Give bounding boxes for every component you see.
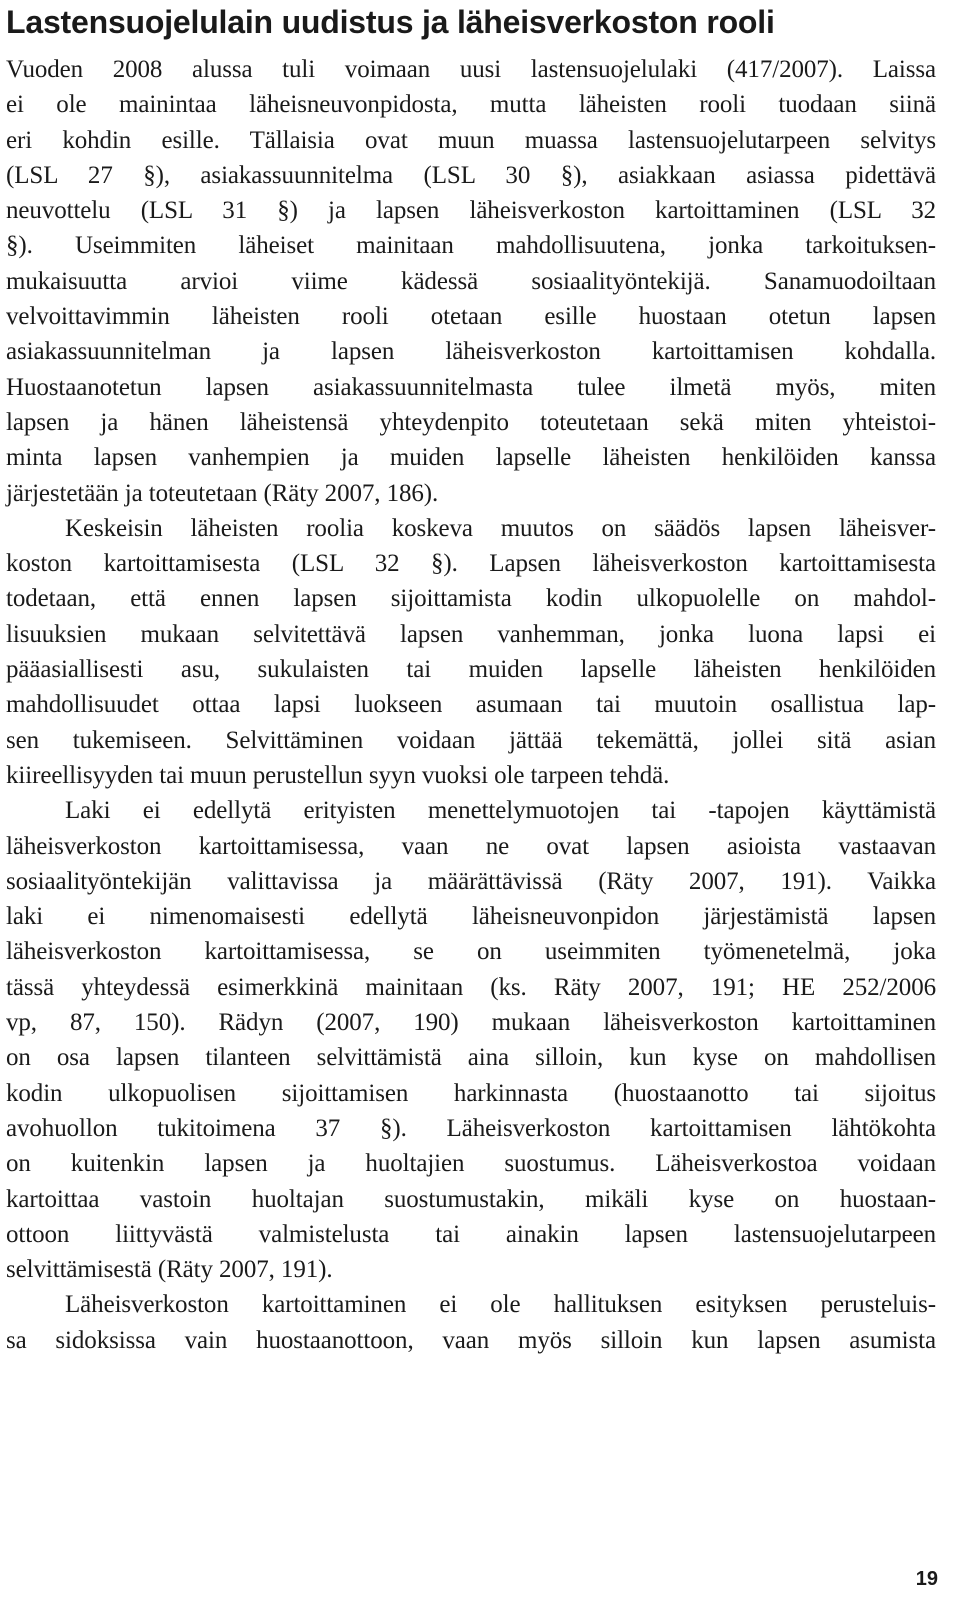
body-text <box>6 52 936 1358</box>
text-line: velvoittavimmin läheisten rooli otetaan esille huostaan otetun lapsen <box>6 303 936 331</box>
text-line: kiireellisyyden tai muun perustellun syyn vuoksi ole tarpeen tehdä. <box>6 761 670 789</box>
text-line: sen tukemiseen. Selvittäminen voidaan jättää tekemättä, jollei sitä asian <box>6 726 936 754</box>
text-line: pääasiallisesti asu, sukulaisten tai muiden lapselle läheisten henkilöiden <box>6 656 936 684</box>
paragraph <box>6 793 936 1287</box>
paragraph <box>6 511 936 793</box>
text-line: on osa lapsen tilanteen selvittämistä aina silloin, kun kyse on mahdollisen <box>6 1044 936 1072</box>
text-line: minta lapsen vanhempien ja muiden lapselle läheisten henkilöiden kanssa <box>6 444 936 472</box>
text-line: ei ole mainintaa läheisneuvonpidosta, mutta läheisten rooli tuodaan siinä <box>6 91 936 119</box>
text-line: kodin ulkopuolisen sijoittamisen harkinnasta (huostaanotto tai sijoitus <box>6 1079 936 1107</box>
text-line: mahdollisuudet ottaa lapsi luokseen asumaan tai muutoin osallistua lap- <box>6 691 936 719</box>
text-line: lisuuksien mukaan selvitettävä lapsen vanhemman, jonka luona lapsi ei <box>6 620 936 648</box>
text-line: on kuitenkin lapsen ja huoltajien suostumus. Läheisverkostoa voidaan <box>6 1150 936 1178</box>
text-line: läheisverkoston kartoittamisessa, vaan ne ovat lapsen asioista vastaavan <box>6 832 936 860</box>
text-line: sosiaalityöntekijän valittavissa ja määrättävissä (Räty 2007, 191). Vaikka <box>6 867 936 895</box>
text-line: laki ei nimenomaisesti edellytä läheisneuvonpidon järjestämistä lapsen <box>6 903 936 931</box>
text-line: tässä yhteydessä esimerkkinä mainitaan (ks. Räty 2007, 191; HE 252/2006 <box>6 973 936 1001</box>
text-line: ottoon liittyvästä valmistelusta tai ainakin lapsen lastensuojelutarpeen <box>6 1220 936 1248</box>
text-line: järjestetään ja toteutetaan (Räty 2007, 186). <box>6 479 439 507</box>
text-line: asiakassuunnitelman ja lapsen läheisverkoston kartoittamisen kohdalla. <box>6 338 936 366</box>
text-line: Laki ei edellytä erityisten menettelymuotojen tai -tapojen käyttämistä <box>65 797 936 825</box>
text-line: mukaisuutta arvioi viime kädessä sosiaalityöntekijä. Sanamuodoiltaan <box>6 267 936 295</box>
text-line: Läheisverkoston kartoittaminen ei ole hallituksen esityksen perusteluis- <box>65 1291 936 1319</box>
paragraph <box>6 52 936 511</box>
text-line: sa sidoksissa vain huostaanottoon, vaan myös silloin kun lapsen asumista <box>6 1326 936 1354</box>
text-line: todetaan, että ennen lapsen sijoittamista kodin ulkopuolelle on mahdol- <box>6 585 936 613</box>
page-number: 19 <box>915 1568 938 1590</box>
text-line: koston kartoittamisesta (LSL 32 §). Lapsen läheisverkoston kartoittamisesta <box>6 550 936 578</box>
text-line: vp, 87, 150). Rädyn (2007, 190) mukaan läheisverkoston kartoittaminen <box>6 1009 936 1037</box>
text-line: §). Useimmiten läheiset mainitaan mahdollisuutena, jonka tarkoituksen- <box>6 232 936 260</box>
text-line: selvittämisestä (Räty 2007, 191). <box>6 1256 333 1284</box>
paragraph <box>6 1287 936 1358</box>
text-line: kartoittaa vastoin huoltajan suostumustakin, mikäli kyse on huostaan- <box>6 1185 936 1213</box>
document-page <box>6 0 936 1358</box>
text-line: Huostaanotetun lapsen asiakassuunnitelmasta tulee ilmetä myös, miten <box>6 373 936 401</box>
section-heading: Lastensuojelulain uudistus ja läheisverkoston rooli <box>6 4 775 40</box>
text-line: neuvottelu (LSL 31 §) ja lapsen läheisverkoston kartoittaminen (LSL 32 <box>6 197 936 225</box>
text-line: läheisverkoston kartoittamisessa, se on useimmiten työmenetelmä, joka <box>6 938 936 966</box>
text-line: eri kohdin esille. Tällaisia ovat muun muassa lastensuojelutarpeen selvitys <box>6 126 936 154</box>
text-line: (LSL 27 §), asiakassuunnitelma (LSL 30 §), asiakkaan asiassa pidettävä <box>6 161 936 189</box>
text-line: lapsen ja hänen läheistensä yhteydenpito toteutetaan sekä miten yhteistoi- <box>6 408 936 436</box>
text-line: Vuoden 2008 alussa tuli voimaan uusi lastensuojelulaki (417/2007). Laissa <box>6 56 936 83</box>
text-line: avohuollon tukitoimena 37 §). Läheisverkoston kartoittamisen lähtökohta <box>6 1114 936 1142</box>
text-line: Keskeisin läheisten roolia koskeva muutos on säädös lapsen läheisver- <box>65 514 936 542</box>
